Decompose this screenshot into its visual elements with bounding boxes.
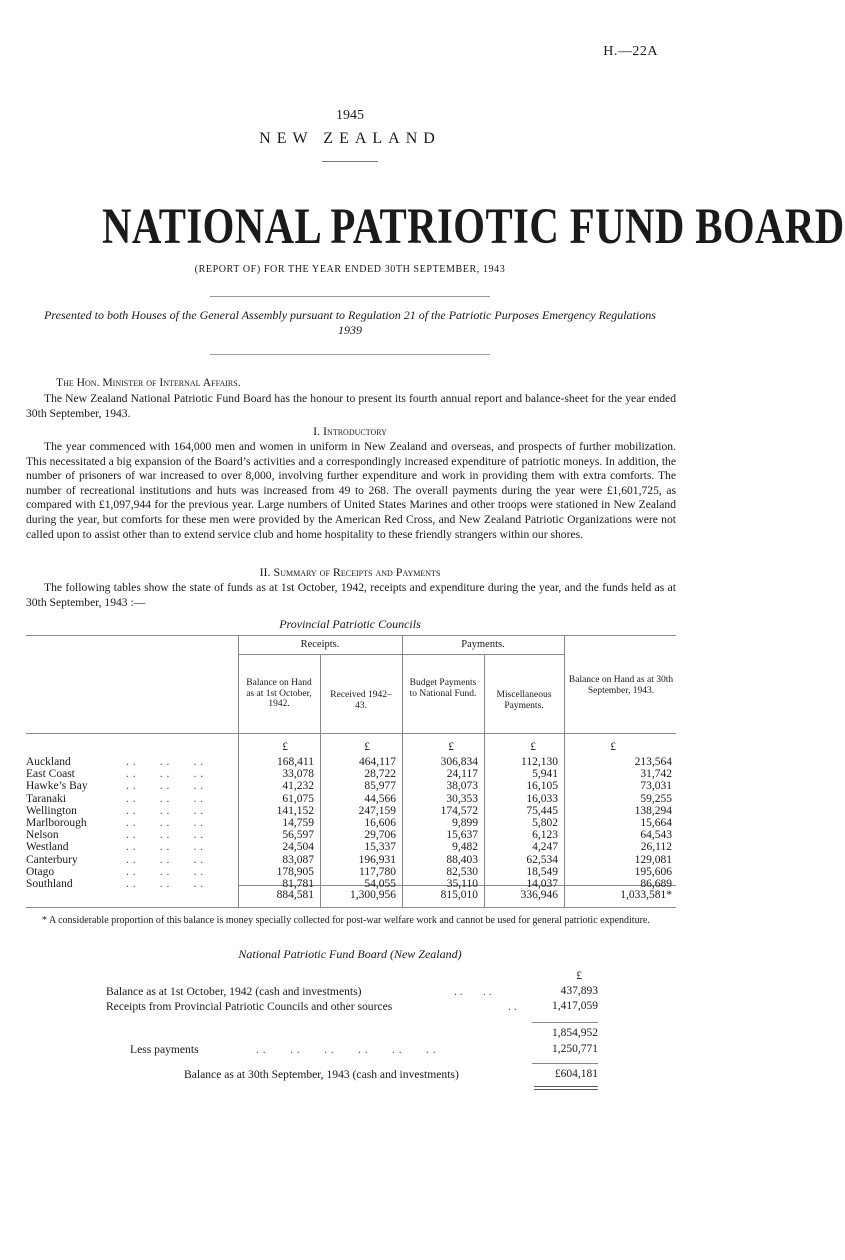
- leader-dots: . . . . . .: [126, 853, 204, 866]
- cell-balance-on-hand: 168,411: [277, 756, 314, 768]
- cell-misc: 62,534: [526, 853, 558, 866]
- subtotal-value: 1,854,952: [552, 1027, 598, 1039]
- salutation: The Hon. Minister of Internal Affairs.: [56, 376, 241, 389]
- region-name: East Coast: [26, 768, 75, 781]
- less-payments-label: Less payments: [130, 1043, 199, 1056]
- summary-paragraph: The following tables show the state of funds as at 1st October, 1942, receipts and expenditure during the year, and the funds held as at 30th September, 1943 :—: [26, 581, 676, 609]
- cell-balance-end: 73,031: [640, 780, 672, 793]
- currency-symbol: £: [576, 970, 582, 982]
- region-name: Nelson: [26, 829, 59, 842]
- closing-rule: [532, 1063, 598, 1064]
- cell-misc: 112,130: [521, 756, 558, 768]
- cell-budget: 82,530: [446, 865, 478, 878]
- divider-bottom: [210, 354, 490, 355]
- cell-misc: 75,445: [526, 804, 558, 817]
- header-received: Received 1942–43.: [330, 690, 392, 711]
- cell-balance-on-hand: 83,087: [282, 853, 314, 866]
- currency-symbol: £: [530, 741, 536, 753]
- group-header-payments: Payments.: [461, 639, 505, 650]
- leader-dots: . . . . . .: [126, 756, 204, 768]
- region-name: Taranaki: [26, 792, 67, 805]
- receipts-value: 1,417,059: [552, 1000, 598, 1012]
- divider-short: [322, 161, 378, 162]
- section-heading-summary: II. Summary of Receipts and Payments: [259, 565, 441, 579]
- cell-balance-end: 213,564: [634, 756, 672, 768]
- cell-budget: 9,899: [452, 817, 478, 829]
- report-subtitle: (REPORT OF) FOR THE YEAR ENDED 30TH SEPTEMBER, 1943: [194, 264, 506, 275]
- table-bottom-rule: [26, 907, 676, 908]
- table-caption-national: National Patriotic Fund Board (New Zealand): [238, 947, 462, 961]
- group-header-rule: [238, 654, 564, 655]
- group-header-receipts: Receipts.: [300, 639, 340, 650]
- leader-dots: . . . . . .: [126, 804, 204, 817]
- total-received: 1,300,956: [350, 889, 396, 901]
- receipts-label: Receipts from Provincial Patriotic Councils and other sources: [106, 1000, 393, 1013]
- double-rule-top: [534, 1086, 598, 1087]
- cell-balance-end: 64,543: [640, 829, 672, 842]
- total-balance-on-hand: 884,581: [276, 889, 314, 901]
- cell-misc: 14,037: [526, 878, 558, 890]
- publication-year: 1945: [336, 108, 364, 123]
- cell-budget: 15,637: [446, 829, 478, 842]
- cell-balance-on-hand: 141,152: [276, 804, 314, 817]
- country-heading: NEW ZEALAND: [259, 130, 441, 147]
- region-name: Canterbury: [26, 853, 78, 866]
- cell-received: 196,931: [358, 853, 396, 866]
- table-top-rule: [26, 635, 676, 636]
- report-title: NATIONAL PATRIOTIC FUND BOARD: [102, 199, 845, 255]
- cell-misc: 16,033: [526, 792, 558, 805]
- cell-misc: 4,247: [532, 841, 558, 854]
- cell-balance-end: 129,081: [634, 853, 672, 866]
- cell-misc: 5,941: [532, 768, 558, 781]
- table-caption-provincial: Provincial Patriotic Councils: [279, 617, 421, 631]
- document-reference: H.—22A: [603, 44, 658, 59]
- section-heading-introductory: I. Introductory: [313, 424, 387, 438]
- cell-budget: 88,403: [446, 853, 478, 866]
- cell-balance-end: 15,664: [640, 817, 672, 829]
- cell-balance-on-hand: 24,504: [282, 841, 314, 854]
- region-name: Westland: [26, 841, 69, 854]
- cell-received: 28,722: [364, 768, 396, 781]
- cell-received: 247,159: [358, 804, 396, 817]
- cell-received: 16,606: [364, 817, 396, 829]
- cell-balance-on-hand: 14,759: [282, 817, 314, 829]
- region-name: Auckland: [26, 756, 71, 768]
- cell-balance-end: 138,294: [634, 804, 672, 817]
- region-name: Otago: [26, 865, 55, 878]
- leader-dots: . . . . . .: [126, 780, 204, 793]
- leader-dots: . . . . . .: [126, 817, 204, 829]
- cell-balance-on-hand: 56,597: [282, 829, 314, 842]
- currency-symbol: £: [282, 741, 288, 753]
- cell-misc: 16,105: [526, 780, 558, 793]
- cell-budget: 35,110: [446, 878, 478, 890]
- less-payments-value: 1,250,771: [552, 1043, 598, 1055]
- cell-balance-on-hand: 61,075: [282, 792, 314, 805]
- cell-received: 464,117: [359, 756, 396, 768]
- cell-budget: 24,117: [446, 768, 478, 781]
- cell-budget: 38,073: [446, 780, 478, 793]
- region-name: Hawke’s Bay: [26, 780, 88, 793]
- header-miscellaneous: Miscellaneous Payments.: [496, 690, 552, 711]
- cell-balance-end: 59,255: [640, 792, 672, 805]
- cell-balance-on-hand: 81,781: [282, 878, 314, 890]
- cell-budget: 174,572: [440, 804, 478, 817]
- opening-balance-value: 437,893: [560, 985, 598, 997]
- leader-dots: . . . . . .: [126, 792, 204, 805]
- header-balance-on-hand: Balance on Hand as at 1st October, 1942.: [246, 678, 312, 709]
- currency-symbol: £: [448, 741, 454, 753]
- footnote: * A considerable proportion of this balance is money specially collected for post-war welfare work and cannot be used for general patriotic expenditure.: [42, 915, 650, 926]
- leader-dots: . .: [508, 1000, 517, 1013]
- currency-symbol: £: [364, 741, 370, 753]
- leader-dots: . . . . . .: [126, 865, 204, 878]
- total-budget-payments: 815,010: [440, 889, 478, 901]
- presented-note: Presented to both Houses of the General Assembly pursuant to Regulation 21 of the Patriotic Purposes Emergency Regulations 1939: [44, 308, 656, 337]
- cell-balance-on-hand: 41,232: [282, 780, 314, 793]
- region-name: Wellington: [26, 804, 77, 817]
- cell-balance-end: 86,689: [640, 878, 672, 890]
- closing-balance-label: Balance as at 30th September, 1943 (cash and investments): [184, 1068, 459, 1081]
- cell-budget: 30,353: [446, 792, 478, 805]
- cell-misc: 6,123: [532, 829, 558, 842]
- cell-received: 44,566: [364, 792, 396, 805]
- leader-dots: . . . . . .: [126, 878, 204, 890]
- cell-balance-on-hand: 33,078: [282, 768, 314, 781]
- double-rule-bottom: [534, 1089, 598, 1090]
- cell-balance-on-hand: 178,905: [276, 865, 314, 878]
- cell-balance-end: 195,606: [634, 865, 672, 878]
- cell-received: 15,337: [364, 841, 396, 854]
- opening-balance-label: Balance as at 1st October, 1942 (cash and investments): [106, 985, 362, 998]
- cell-misc: 5,802: [532, 817, 558, 829]
- cell-received: 85,977: [364, 780, 396, 793]
- leader-dots: . . . . . .: [126, 768, 204, 781]
- cell-budget: 306,834: [440, 756, 478, 768]
- leader-dots: . . . . . .: [126, 829, 204, 842]
- currency-symbol: £: [610, 741, 616, 753]
- header-bottom-rule: [26, 733, 676, 734]
- divider-top: [210, 296, 490, 297]
- subtotal-rule: [532, 1022, 598, 1023]
- total-miscellaneous: 336,946: [520, 889, 558, 901]
- region-name: Marlborough: [26, 817, 87, 829]
- leader-dots: . . . . . .: [126, 841, 204, 854]
- cell-budget: 9,482: [452, 841, 478, 854]
- leader-dots: . . . . . . . . . . . .: [256, 1043, 437, 1056]
- cell-balance-end: 31,742: [640, 768, 672, 781]
- header-balance-end: Balance on Hand as at 30th September, 1943.: [568, 675, 674, 696]
- cell-balance-end: 26,112: [640, 841, 672, 854]
- introductory-paragraph: The year commenced with 164,000 men and women in uniform in New Zealand and overseas, and prospects of further mobilization. This necessitated a big expansion of the Board’s activities and a correspondingly increased expenditure of patriotic moneys. In addition, the number of prisoners of war increased to over 8,000, involving further expenditure and work in providing them with extra comforts. The number of recreational institutions and huts was increased from 49 to 268. The overall payments during the year were £1,601,725, as compared with £1,097,944 for the previous year. Large numbers of United States Marines and other troops were stationed in New Zealand during the year, but comforts for these men were provided by the American Red Cross, and New Zealand Patriotic Organizations were not called upon to assist other than to extend service club and home hospitality to these friendly strangers within our shores.: [26, 440, 676, 541]
- cell-received: 29,706: [364, 829, 396, 842]
- region-name: Southland: [26, 878, 73, 890]
- leader-dots: . . . .: [454, 985, 492, 998]
- header-budget-payments: Budget Payments to National Fund.: [409, 678, 477, 699]
- intro-paragraph: The New Zealand National Patriotic Fund Board has the honour to present its fourth annual report and balance-sheet for the year ended 30th September, 1943.: [26, 392, 676, 420]
- closing-balance-value: £604,181: [554, 1068, 598, 1080]
- cell-received: 117,780: [359, 865, 396, 878]
- cell-misc: 18,549: [526, 865, 558, 878]
- total-balance-end: 1,033,581*: [620, 889, 672, 901]
- cell-received: 54,055: [364, 878, 396, 890]
